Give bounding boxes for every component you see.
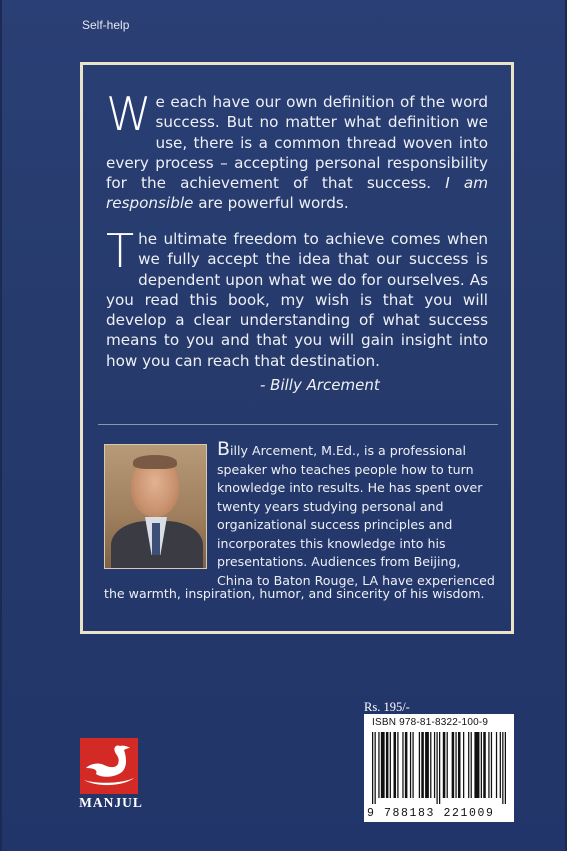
barcode xyxy=(364,714,514,822)
barcode-bar xyxy=(439,732,440,804)
bio-line-8: the warmth, inspiration, humor, and sincerity of his wisdom. xyxy=(104,586,485,601)
barcode-bars xyxy=(372,732,506,804)
barcode-bar xyxy=(381,732,385,798)
author-bio xyxy=(217,440,499,590)
intro-p1-italic: I am responsible xyxy=(106,174,488,213)
intro-paragraph-1 xyxy=(106,87,488,214)
barcode-bar xyxy=(496,732,497,798)
barcode-bar xyxy=(452,732,455,798)
barcode-bar xyxy=(488,732,489,798)
barcode-bar xyxy=(481,732,482,798)
barcode-number: 9 788183 221009 xyxy=(367,807,495,820)
bio-line-2: knowledge into results. He has spent over xyxy=(217,480,483,495)
barcode-bar xyxy=(412,732,413,798)
barcode-bar xyxy=(430,732,431,798)
intro-p1-text-b: are powerful words. xyxy=(193,194,349,213)
barcode-bar xyxy=(421,732,424,798)
price-label: Rs. 195/- xyxy=(364,700,410,714)
barcode-bar xyxy=(410,732,411,798)
bio-line-3: twenty years studying personal and xyxy=(217,498,444,514)
bio-line-4: organizational success principles and xyxy=(217,517,453,532)
logo-red-square xyxy=(80,738,138,794)
barcode-bar xyxy=(471,732,472,798)
intro-p1-text-a: e each have our own definition of the word success. But no matter what definition we use, there is a common thread woven into every process – accepting personal responsibility for the achievement of that success. xyxy=(106,93,488,193)
barcode-bar xyxy=(434,732,435,798)
category-label: Self-help xyxy=(82,18,130,32)
bio-line-6: presentations. Audiences from Beijing, xyxy=(217,554,461,569)
divider xyxy=(98,424,498,425)
barcode-bar xyxy=(455,732,456,798)
barcode-bar xyxy=(386,732,389,798)
bio-line-1: speaker who teaches people how to turn xyxy=(217,461,474,477)
intro-paragraph-2 xyxy=(106,224,488,371)
barcode-bar xyxy=(378,732,379,798)
bio-initial: B xyxy=(217,438,231,460)
barcode-bar xyxy=(502,732,503,804)
barcode-bar xyxy=(402,732,403,798)
barcode-bar xyxy=(505,732,506,804)
barcode-bar xyxy=(500,732,501,798)
barcode-bar xyxy=(393,732,396,798)
barcode-bar xyxy=(390,732,391,798)
barcode-bar xyxy=(447,732,448,798)
barcode-bar xyxy=(372,732,373,804)
dropcap-w: W xyxy=(106,87,152,141)
barcode-bar xyxy=(375,732,376,804)
intro-p2-text: he ultimate freedom to achieve comes when we fully accept the idea that our success is dependent upon what we do for ourselves. As you read this book, my wish is that you will develop a clear understanding of what success means to you and that you will gain insight into how you can reach that destination. xyxy=(106,230,488,370)
photo-hair xyxy=(133,455,177,469)
bio-line-0: Billy Arcement, M.Ed., is a professional xyxy=(217,438,467,460)
barcode-bar xyxy=(436,732,437,804)
quote-signature: - Billy Arcement xyxy=(260,376,380,394)
publisher-logo xyxy=(76,738,146,814)
barcode-bar xyxy=(491,732,492,798)
photo-tie xyxy=(152,523,160,555)
publisher-name: MANJUL xyxy=(79,795,143,810)
barcode-bar xyxy=(419,732,420,798)
barcode-bar xyxy=(468,732,469,798)
author-photo xyxy=(104,444,207,569)
barcode-bar xyxy=(397,732,398,798)
dropcap-t: T xyxy=(106,224,135,278)
barcode-bar xyxy=(425,732,429,798)
barcode-bar xyxy=(474,732,479,798)
barcode-bar xyxy=(483,732,486,798)
swan-icon xyxy=(80,738,138,794)
isbn-label: ISBN 978-81-8322-100-9 xyxy=(372,717,489,728)
barcode-bar xyxy=(443,732,446,798)
barcode-bar xyxy=(405,732,408,798)
bio-line-7: China to Baton Rouge, LA have experienced xyxy=(217,572,495,588)
author-bio-last-line xyxy=(104,585,500,604)
bio-line-5: incorporates this knowledge into his xyxy=(217,535,446,551)
barcode-bar xyxy=(463,732,464,798)
barcode-bar xyxy=(458,732,461,798)
